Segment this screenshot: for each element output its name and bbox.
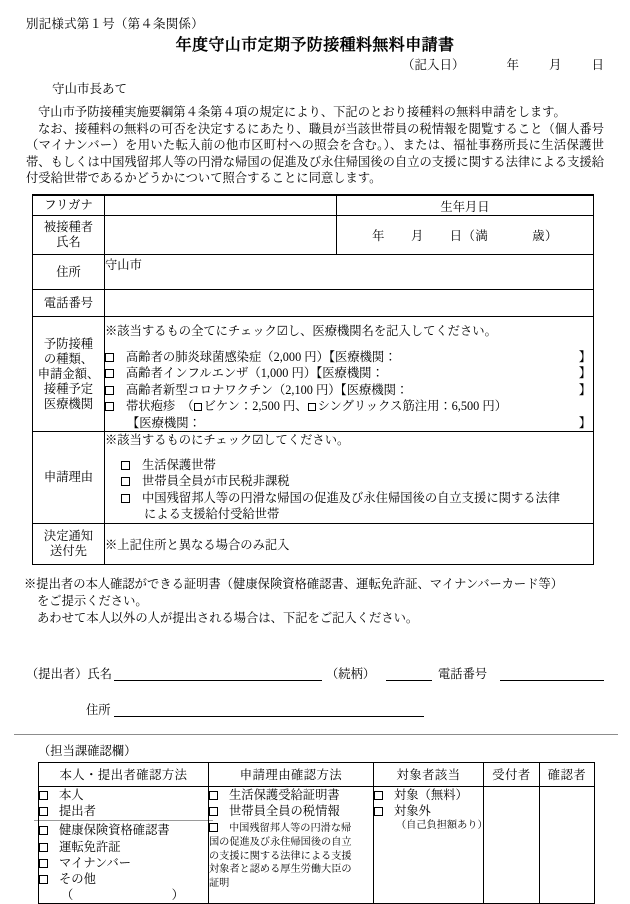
submitter-phone-input[interactable] xyxy=(500,680,604,681)
vaccine-type-label xyxy=(33,317,105,432)
admin-identity-label: 運転免許証 xyxy=(59,839,121,854)
reason-instruction-note: ※該当するものにチェック☑してください。 xyxy=(105,433,350,448)
submitter-relation-label: （続柄） xyxy=(326,667,376,681)
checkbox-icon[interactable] xyxy=(209,791,218,800)
checkbox-icon[interactable] xyxy=(105,402,114,411)
admin-reason-cont-2: の支援に関する法律による支援 xyxy=(209,850,352,862)
section-divider xyxy=(14,734,618,735)
admin-identity-label: 提出者 xyxy=(59,804,96,819)
checkbox-icon[interactable] xyxy=(39,859,48,868)
admin-reason-cell xyxy=(209,787,374,904)
admin-reason-cont-3: 対象者と認める厚生労働大臣の xyxy=(209,864,352,876)
table-row-phone xyxy=(33,290,594,317)
submitter-address-input[interactable] xyxy=(114,716,424,717)
checkbox-icon[interactable] xyxy=(121,494,130,503)
notice-line-3: あわせて本人以外の人が提出される場合は、下記をご記入ください。 xyxy=(37,610,419,625)
admin-table-body-row xyxy=(39,787,595,904)
admin-eligibility-option-ineligible[interactable] xyxy=(374,803,483,819)
table-row-address xyxy=(33,255,594,290)
reason-options-cell xyxy=(105,432,594,524)
name-input-cell[interactable] xyxy=(105,216,337,255)
admin-eligibility-note: （自己負担額あり） xyxy=(396,820,488,832)
shingles-facility-label: 【医療機関： xyxy=(127,415,201,430)
checkbox-icon[interactable] xyxy=(39,875,48,884)
admin-identity-option-insurance[interactable] xyxy=(39,822,208,838)
submitter-address-label: 住所 xyxy=(86,703,111,717)
intro-line-2: なお、接種料の無料の可否を決定するにあたり、職員が当該世帯員の税情報を閲覧すること（個人番号（マイナンバー）を用いた転入前の他市区町村への照会を含む。）、または、福祉事務所長に生活保護世帯、もしくは中国残留邦人等の円滑な帰国の促進及び永住帰国後の自立の支援に関する法律による支援給付受給世帯であるかどうかについて照合することに同意します。 xyxy=(26,121,604,186)
checkbox-icon[interactable] xyxy=(39,843,48,852)
admin-column-receptionist: 受付者 xyxy=(484,763,540,787)
applicant-table xyxy=(32,194,594,565)
admin-eligibility-cell xyxy=(374,787,488,904)
phone-input-cell[interactable] xyxy=(105,290,594,317)
admin-identity-option-mynumber[interactable] xyxy=(39,855,208,871)
shingles-option-shingrix: シングリックス筋注用：6,500 円） xyxy=(317,399,507,414)
bracket-close-icon: 】 xyxy=(578,350,591,364)
submitter-section xyxy=(26,664,606,726)
birth-year-unit: 年 xyxy=(372,229,385,243)
destination-label xyxy=(33,524,105,565)
submitter-row-primary xyxy=(26,664,606,686)
notice-line-2: をご提示ください。 xyxy=(37,593,148,608)
vaccine-label-line-2: の種類、 xyxy=(43,351,94,366)
vaccine-option-influenza[interactable] xyxy=(105,365,593,381)
shingles-prefix: 帯状疱疹 （ xyxy=(126,399,194,414)
vaccine-option-label: 高齢者インフルエンザ（1,000 円）【医療機関： xyxy=(126,366,384,381)
vaccine-instruction-note: ※該当するもの全てにチェック☑し、医療機関名を記入してください。 xyxy=(105,324,497,338)
furigana-input-cell[interactable] xyxy=(105,195,337,216)
admin-section-label: （担当課確認欄） xyxy=(38,744,137,758)
admin-eligibility-option-eligible[interactable] xyxy=(374,787,483,803)
name-label-line-1: 被接種者 xyxy=(43,220,94,234)
admin-identity-label: 本人 xyxy=(59,788,84,802)
checkbox-icon[interactable] xyxy=(39,791,48,800)
furigana-label: フリガナ xyxy=(33,195,105,216)
admin-column-verifier: 確認者 xyxy=(540,763,595,787)
notice-line-1: ※提出者の本人確認ができる証明書（健康保険資格確認書、運転免許証、マイナンバーカード等） xyxy=(24,577,564,591)
admin-reason-cont-1: 国の促進及び永住帰国後の自立 xyxy=(209,837,352,848)
fill-date-month-unit: 月 xyxy=(548,58,562,72)
address-label: 住所 xyxy=(33,255,105,290)
checkbox-icon[interactable] xyxy=(39,826,48,835)
admin-reason-label: 生活保護受給証明書 xyxy=(229,788,340,802)
admin-reason-option-repatriate[interactable] xyxy=(209,819,373,836)
table-row-vaccine-types xyxy=(33,317,594,432)
birthdate-label: 生年月日 xyxy=(337,195,594,216)
checkbox-icon[interactable] xyxy=(105,353,114,362)
checkbox-icon[interactable] xyxy=(209,823,218,832)
admin-column-eligibility: 対象者該当 xyxy=(374,763,484,787)
phone-label: 電話番号 xyxy=(33,290,105,317)
fill-date-year-unit: 年 xyxy=(506,58,519,72)
bracket-close-icon: 】 xyxy=(578,415,591,430)
checkbox-icon[interactable] xyxy=(121,461,130,470)
vaccine-label-line-3: 申請金額、 xyxy=(37,366,100,381)
admin-reason-label: 世帯員全員の税情報 xyxy=(229,804,340,819)
vaccine-options-cell xyxy=(105,317,594,432)
admin-identity-cell xyxy=(39,787,209,904)
table-row-name xyxy=(33,216,594,255)
submitter-name-input[interactable] xyxy=(114,680,322,681)
reason-option-label: 生活保護世帯 xyxy=(142,457,216,472)
checkbox-icon[interactable] xyxy=(105,386,114,395)
table-row-furigana xyxy=(33,195,594,216)
admin-reason-option-tax-info[interactable] xyxy=(209,803,373,819)
admin-column-identity: 本人・提出者確認方法 xyxy=(39,763,209,787)
checkbox-icon[interactable] xyxy=(121,477,130,486)
reason-option-label: 中国残留邦人等の円滑な帰国の促進及び永住帰国後の自立支援に関する法律 xyxy=(142,490,561,505)
name-label-line-2: 氏名 xyxy=(56,235,81,249)
name-label xyxy=(33,216,105,255)
admin-identity-label: マイナンバー xyxy=(59,855,132,870)
admin-identity-divider xyxy=(34,820,213,821)
checkbox-icon[interactable] xyxy=(194,403,202,411)
admin-identity-other-input[interactable]: （ ） xyxy=(61,888,184,903)
form-code: 別記様式第１号（第４条関係） xyxy=(26,17,204,31)
vaccine-option-shingles[interactable] xyxy=(105,398,593,414)
address-input-cell[interactable] xyxy=(105,255,594,290)
birth-day-unit: 日（満 xyxy=(449,229,489,243)
submitter-row-address xyxy=(26,700,606,726)
admin-identity-option-submitter[interactable] xyxy=(39,803,208,819)
admin-eligibility-label: 対象外 xyxy=(394,804,431,819)
checkbox-icon[interactable] xyxy=(308,403,316,411)
admin-identity-option-self[interactable] xyxy=(39,787,208,803)
reason-option-label: 世帯員全員が市民税非課税 xyxy=(142,474,290,489)
submitter-relation-input[interactable] xyxy=(386,680,432,681)
vaccine-option-covid[interactable] xyxy=(105,382,593,398)
admin-reason-cont-4: 証明 xyxy=(209,877,230,889)
admin-verifier-cell[interactable] xyxy=(540,787,595,904)
reason-option-repatriate[interactable] xyxy=(105,490,593,523)
vaccine-option-label: 高齢者新型コロナワクチン（2,100 円）【医療機関： xyxy=(126,382,409,397)
addressee: 守山市長あて xyxy=(52,82,128,96)
admin-identity-label: その他 xyxy=(59,872,96,887)
address-prefill-value: 守山市 xyxy=(105,258,142,272)
destination-label-line-2: 送付先 xyxy=(50,544,87,558)
reason-option-label-cont: による支援給付受給世帯 xyxy=(144,507,280,522)
checkbox-icon[interactable] xyxy=(209,807,218,816)
fill-date-day-unit: 日 xyxy=(591,58,604,72)
checkbox-icon[interactable] xyxy=(105,369,114,378)
vaccine-option-label: 高齢者の肺炎球菌感染症（2,000 円）【医療機関： xyxy=(126,350,397,364)
birthdate-input-cell[interactable] xyxy=(337,216,594,255)
table-row-destination xyxy=(33,524,594,565)
submitter-phone-label: 電話番号 xyxy=(438,667,488,681)
admin-identity-option-license[interactable] xyxy=(39,839,208,855)
intro-paragraph xyxy=(26,104,604,187)
admin-reason-option-welfare-cert[interactable] xyxy=(209,787,373,803)
bracket-close-icon: 】 xyxy=(578,366,591,381)
admin-identity-label: 健康保険資格確認書 xyxy=(59,823,170,838)
page-title: 年度守山市定期予防接種料無料申請書 xyxy=(175,37,455,54)
admin-eligibility-label: 対象（無料） xyxy=(394,788,468,802)
admin-verification-table xyxy=(38,762,595,904)
reason-option-tax-exempt[interactable] xyxy=(105,473,593,490)
admin-table-header-row xyxy=(39,763,595,787)
vaccine-label-line-5: 医療機関 xyxy=(43,396,94,411)
intro-line-1: 守山市予防接種実施要綱第４条第４項の規定により、下記のとおり接種料の無料申請をします。 xyxy=(38,105,566,119)
admin-reason-label: 中国残留邦人等の円滑な帰 xyxy=(229,823,352,835)
checkbox-icon[interactable] xyxy=(374,807,383,816)
shingles-facility-row[interactable] xyxy=(105,415,593,431)
admin-column-reason: 申請理由確認方法 xyxy=(209,763,374,787)
table-row-reason xyxy=(33,432,594,524)
destination-input-cell[interactable] xyxy=(105,524,594,565)
vaccine-label-line-4: 接種予定 xyxy=(43,381,94,396)
shingles-option-biken: ビケン：2,500 円、 xyxy=(203,399,308,414)
checkbox-icon[interactable] xyxy=(374,791,383,800)
reason-label: 申請理由 xyxy=(33,432,105,524)
bracket-close-icon: 】 xyxy=(578,382,591,397)
destination-label-line-1: 決定通知 xyxy=(43,529,94,543)
birth-age-unit: 歳） xyxy=(532,229,558,243)
vaccine-option-pneumococcal[interactable] xyxy=(105,349,593,365)
fill-date-line xyxy=(0,55,604,73)
birth-month-unit: 月 xyxy=(410,229,424,243)
fill-date-label: （記入日） xyxy=(401,58,465,72)
submitter-name-label: （提出者）氏名 xyxy=(26,667,113,681)
checkbox-icon[interactable] xyxy=(39,807,48,816)
admin-identity-option-other[interactable] xyxy=(39,871,208,887)
admin-receptionist-cell[interactable] xyxy=(484,787,540,904)
reason-option-welfare[interactable] xyxy=(105,457,593,474)
vaccine-label-line-1: 予防接種 xyxy=(43,336,94,351)
destination-note: ※上記住所と異なる場合のみ記入 xyxy=(105,538,290,552)
notice-block xyxy=(24,576,614,626)
